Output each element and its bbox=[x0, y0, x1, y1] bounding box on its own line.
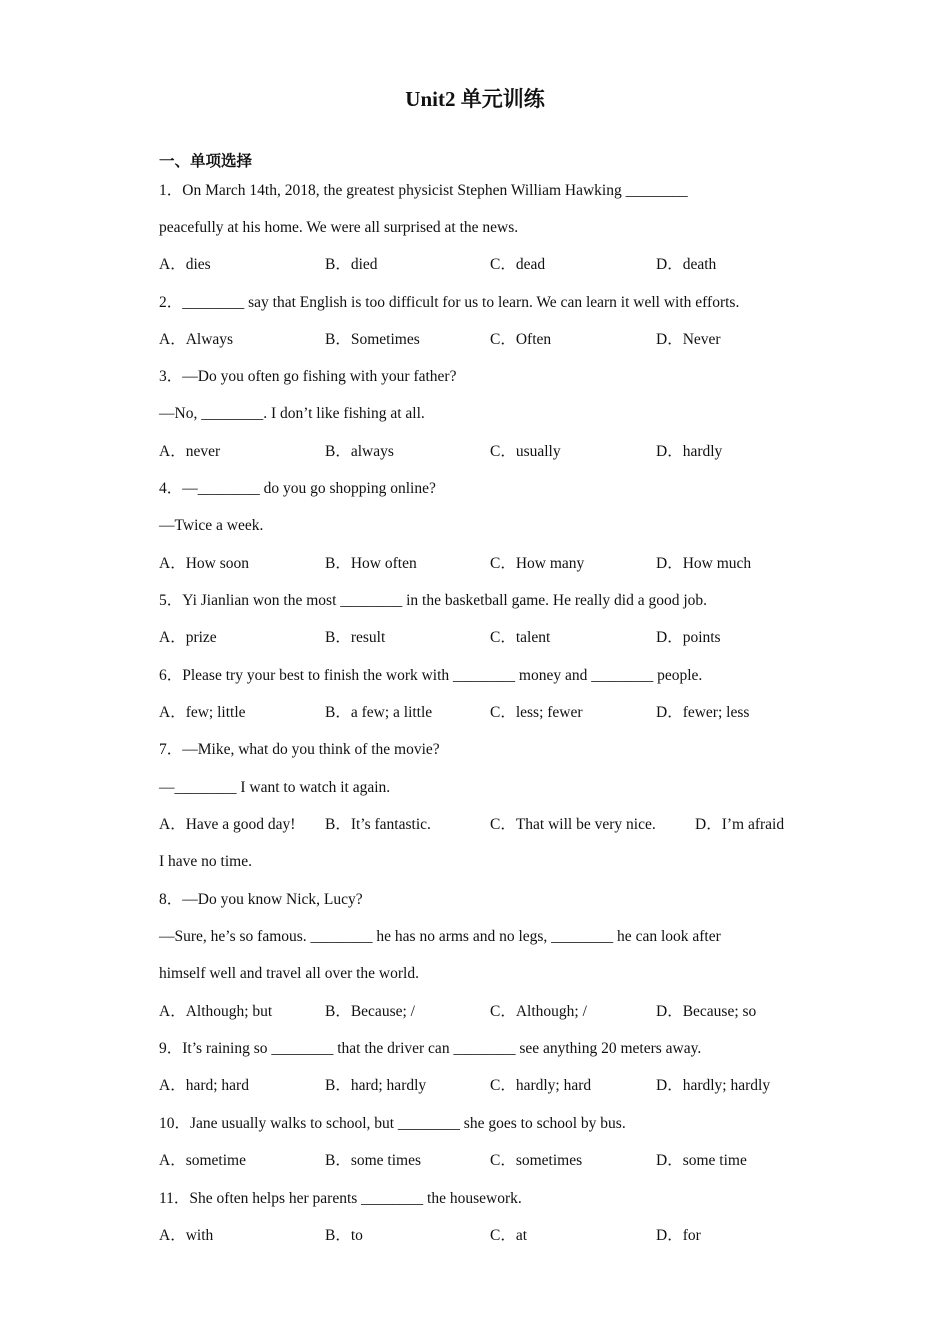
option-d: D．Because; so bbox=[656, 1003, 757, 1020]
question-1-options bbox=[0, 254, 950, 276]
question-7-line-1: 7．—Mike, what do you think of the movie? bbox=[159, 741, 440, 758]
option-b: B．How often bbox=[325, 555, 417, 572]
option-d: D．points bbox=[656, 629, 721, 646]
question-10-line-1: 10．Jane usually walks to school, but ________ she goes to school by bus. bbox=[159, 1115, 626, 1132]
option-c: C．less; fewer bbox=[490, 704, 583, 721]
question-2-line-1: 2．________ say that English is too difficult for us to learn. We can learn it well with efforts. bbox=[159, 294, 740, 311]
section-heading: 一、单项选择 bbox=[159, 152, 253, 170]
page-title: Unit2 单元训练 bbox=[405, 87, 545, 111]
question-7-options bbox=[0, 814, 950, 836]
question-7-line-2: —________ I want to watch it again. bbox=[159, 779, 391, 796]
option-b: B．always bbox=[325, 443, 394, 460]
question-6-line-1: 6．Please try your best to finish the work with ________ money and ________ people. bbox=[159, 667, 703, 684]
option-c: C．talent bbox=[490, 629, 551, 646]
question-1-line-2: peacefully at his home. We were all surprised at the news. bbox=[159, 219, 519, 236]
option-c: C．usually bbox=[490, 443, 561, 460]
option-c: C．Although; / bbox=[490, 1003, 587, 1020]
option-a: A．Always bbox=[159, 331, 234, 348]
question-3-line-1: 3．—Do you often go fishing with your father? bbox=[159, 368, 457, 385]
option-d: D．Never bbox=[656, 331, 721, 348]
option-c: C．Often bbox=[490, 331, 552, 348]
option-b: B．a few; a little bbox=[325, 704, 433, 721]
question-8-options bbox=[0, 1001, 950, 1023]
question-2-options bbox=[0, 329, 950, 351]
option-a: A．dies bbox=[159, 256, 211, 273]
option-a: A．never bbox=[159, 443, 221, 460]
option-c: C．at bbox=[490, 1227, 528, 1244]
question-8-line-2: —Sure, he’s so famous. ________ he has no arms and no legs, ________ he can look after bbox=[159, 928, 721, 945]
option-b: B．Because; / bbox=[325, 1003, 415, 1020]
option-a: A．hard; hard bbox=[159, 1077, 249, 1094]
question-4-line-2: —Twice a week. bbox=[159, 517, 264, 534]
question-4-line-1: 4．—________ do you go shopping online? bbox=[159, 480, 436, 497]
option-a: A．few; little bbox=[159, 704, 246, 721]
option-b: B．hard; hardly bbox=[325, 1077, 427, 1094]
option-b: B．It’s fantastic. bbox=[325, 816, 431, 833]
option-d: D．I’m afraid bbox=[695, 816, 785, 833]
option-d: D．How much bbox=[656, 555, 752, 572]
option-d: D．for bbox=[656, 1227, 701, 1244]
option-b: B．Sometimes bbox=[325, 331, 420, 348]
option-d: D．hardly bbox=[656, 443, 723, 460]
question-5-options bbox=[0, 627, 950, 649]
question-10-options bbox=[0, 1150, 950, 1172]
question-6-options bbox=[0, 702, 950, 724]
option-a: A．Although; but bbox=[159, 1003, 273, 1020]
option-c: C．hardly; hard bbox=[490, 1077, 592, 1094]
option-b: B．died bbox=[325, 256, 378, 273]
option-d: D．death bbox=[656, 256, 717, 273]
question-1-line-1: 1．On March 14th, 2018, the greatest physicist Stephen William Hawking ________ bbox=[159, 182, 688, 199]
question-11-line-1: 11．She often helps her parents ________ the housework. bbox=[159, 1190, 522, 1207]
question-11-options bbox=[0, 1225, 950, 1247]
option-b: B．some times bbox=[325, 1152, 422, 1169]
option-d: D．some time bbox=[656, 1152, 747, 1169]
option-a: A．sometime bbox=[159, 1152, 246, 1169]
question-3-options bbox=[0, 441, 950, 463]
question-9-options bbox=[0, 1075, 950, 1097]
option-a: A．Have a good day! bbox=[159, 816, 296, 833]
question-7-option-d-continuation: I have no time. bbox=[159, 853, 252, 870]
option-b: B．to bbox=[325, 1227, 363, 1244]
option-a: A．How soon bbox=[159, 555, 249, 572]
option-c: C．That will be very nice. bbox=[490, 816, 656, 833]
question-8-line-3: himself well and travel all over the world. bbox=[159, 965, 419, 982]
question-5-line-1: 5．Yi Jianlian won the most ________ in the basketball game. He really did a good job. bbox=[159, 592, 708, 609]
option-c: C．dead bbox=[490, 256, 546, 273]
question-3-line-2: —No, ________. I don’t like fishing at all. bbox=[159, 405, 425, 422]
option-d: D．hardly; hardly bbox=[656, 1077, 771, 1094]
option-a: A．prize bbox=[159, 629, 217, 646]
option-d: D．fewer; less bbox=[656, 704, 750, 721]
option-c: C．sometimes bbox=[490, 1152, 583, 1169]
option-b: B．result bbox=[325, 629, 386, 646]
question-4-options bbox=[0, 553, 950, 575]
question-9-line-1: 9．It’s raining so ________ that the driver can ________ see anything 20 meters away. bbox=[159, 1040, 702, 1057]
option-a: A．with bbox=[159, 1227, 214, 1244]
option-c: C．How many bbox=[490, 555, 585, 572]
question-8-line-1: 8．—Do you know Nick, Lucy? bbox=[159, 891, 363, 908]
